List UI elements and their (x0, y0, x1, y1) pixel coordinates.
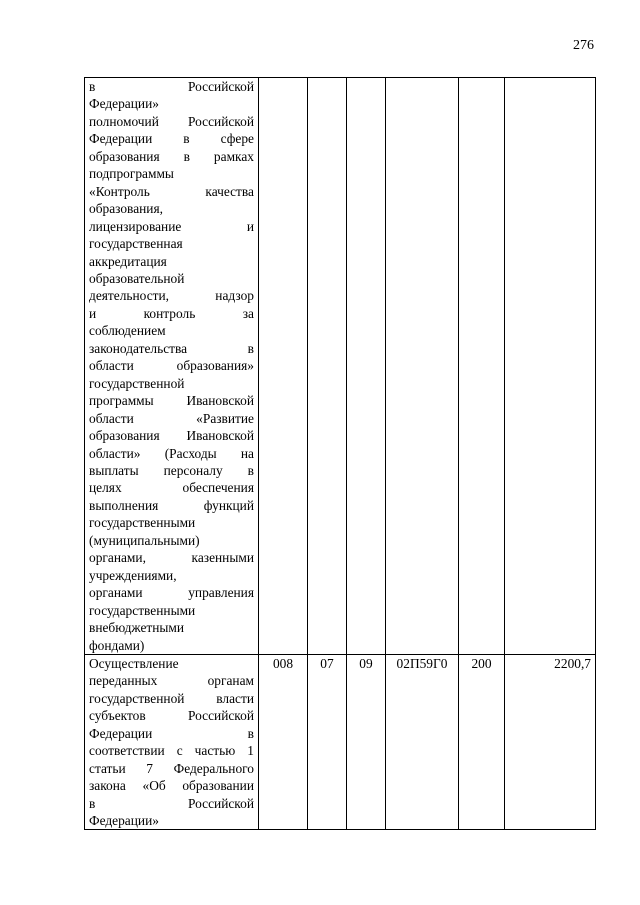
name-line: программы Ивановской (89, 393, 254, 409)
subsection-code-cell (347, 78, 386, 655)
name-line: лицензирование и (89, 218, 254, 234)
name-line: государственной (89, 375, 185, 391)
name-line: субъектов Российской (89, 708, 254, 724)
table-row (85, 654, 596, 830)
table-row (85, 78, 596, 655)
name-line: образования в рамках (89, 148, 254, 164)
section-code-cell: 07 (308, 654, 347, 830)
name-line: Федерации в (89, 725, 254, 741)
amount-cell (505, 78, 596, 655)
page-number: 276 (573, 38, 594, 53)
name-line: Осуществление (89, 655, 179, 671)
name-line: внебюджетными (89, 620, 185, 636)
name-line: в Российской (89, 795, 254, 811)
target-article-cell: 02П59Г0 (386, 654, 459, 830)
amount-cell: 2200,7 (505, 654, 596, 830)
name-line: органами, казенными (89, 550, 254, 566)
name-line: статьи 7 Федерального (89, 760, 254, 776)
expense-type-cell (459, 78, 505, 655)
name-line: соблюдением (89, 323, 166, 339)
name-line: выплаты персоналу в (89, 462, 254, 478)
name-line: соответствии с частью 1 (89, 743, 254, 759)
subsection-code-cell: 09 (347, 654, 386, 830)
name-line: Федерации в сфере (89, 131, 254, 147)
name-line: образовательной (89, 270, 185, 286)
expense-name-cell (85, 78, 259, 655)
name-line: законодательства в (89, 340, 254, 356)
name-line: подпрограммы (89, 166, 174, 182)
name-line: государственными (89, 515, 196, 531)
name-line: (муниципальными) (89, 532, 200, 548)
name-line: деятельности, надзор (89, 288, 254, 304)
name-line: образования Ивановской (89, 428, 254, 444)
name-line: государственными (89, 602, 196, 618)
name-line: «Контроль качества (89, 183, 254, 199)
section-code-cell (308, 78, 347, 655)
name-line: Федерации» (89, 96, 159, 112)
budget-table (84, 77, 596, 830)
name-line: Федерации» (89, 813, 159, 829)
name-line: аккредитация (89, 253, 167, 269)
name-line: государственной власти (89, 690, 254, 706)
name-line: области «Развитие (89, 410, 254, 426)
name-line: переданных органам (89, 673, 254, 689)
name-line: области образования» (89, 358, 254, 374)
name-line: выполнения функций (89, 497, 254, 513)
name-line: учреждениями, (89, 567, 177, 583)
expense-type-cell: 200 (459, 654, 505, 830)
name-line: закона «Об образовании (89, 778, 254, 794)
target-article-cell (386, 78, 459, 655)
name-line: в Российской (89, 79, 254, 94)
name-line: органами управления (89, 585, 254, 601)
name-line: и контроль за (89, 305, 254, 321)
name-line: области» (Расходы на (89, 445, 254, 461)
name-line: фондами) (89, 637, 145, 653)
name-line: государственная (89, 236, 183, 252)
expense-name-cell (85, 654, 259, 830)
ministry-code-cell (259, 78, 308, 655)
name-line: образования, (89, 201, 163, 217)
ministry-code-cell: 008 (259, 654, 308, 830)
name-line: целях обеспечения (89, 480, 254, 496)
name-line: полномочий Российской (89, 113, 254, 129)
